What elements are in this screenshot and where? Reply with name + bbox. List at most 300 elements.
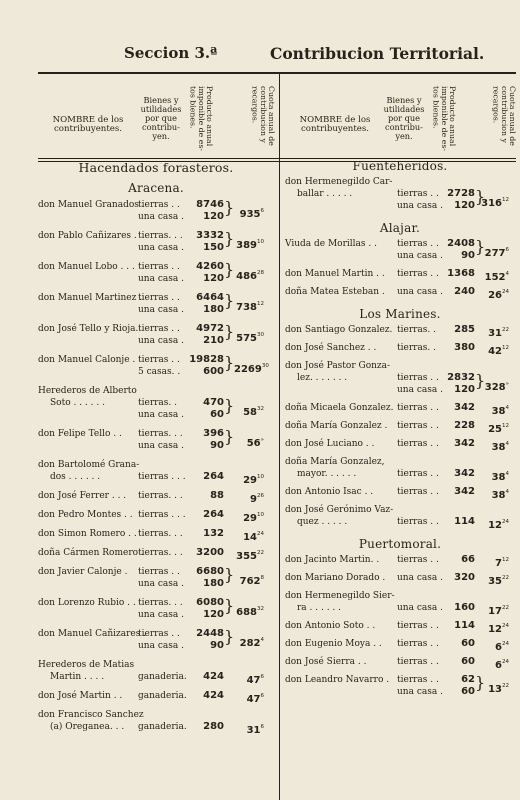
quota-fraction: 10 <box>257 512 264 518</box>
quota-fraction: 12 <box>502 423 509 429</box>
goods-type: tierras . . <box>397 657 439 667</box>
goods-type: una casa . <box>397 385 443 395</box>
contributor-name: don Pedro Montes . . <box>38 510 133 520</box>
brace: } <box>224 353 235 372</box>
goods-type: tierras. . . <box>138 231 183 241</box>
town-heading: Fuenteheridos. <box>352 159 448 173</box>
annual-quota: $12^{24}$ <box>488 519 509 531</box>
contributor-entry <box>38 292 274 323</box>
brace: } <box>224 565 235 584</box>
right-column <box>285 86 518 704</box>
annual-quota: $29^{10}$ <box>243 512 264 524</box>
goods-type: una casa . <box>397 603 443 613</box>
brace: } <box>224 596 235 615</box>
taxable-product: 66 <box>461 554 475 565</box>
contributor-entry <box>285 324 515 342</box>
quota-fraction: 24 <box>257 531 264 537</box>
goods-type: tierras . . <box>397 675 439 685</box>
quota-fraction: 10 <box>257 239 264 245</box>
contributor-name: doña Micaela Gonzalez. <box>285 403 394 413</box>
taxable-product: 120 <box>454 384 475 395</box>
brace: } <box>475 237 486 256</box>
center-divider <box>279 72 280 800</box>
goods-type: tierras . . <box>138 324 180 334</box>
taxable-product: 396 <box>203 428 224 439</box>
contributor-name-cont: ra . . . . . . <box>297 603 341 613</box>
quota-fraction: 22 <box>502 327 509 333</box>
quota-fraction: 30 <box>257 332 264 338</box>
taxable-product: 90 <box>210 440 224 451</box>
brace: } <box>475 673 486 692</box>
annual-quota: 2269$^{30}$ <box>234 363 269 375</box>
annual-quota: $762^8$ <box>239 575 264 587</box>
annual-quota: $47^6$ <box>246 693 264 705</box>
taxable-product: 470 <box>203 397 224 408</box>
taxable-product: 3332 <box>196 230 224 241</box>
contributor-name: don Mariano Dorado . <box>285 573 386 583</box>
goods-type: tierras . . <box>138 567 180 577</box>
contributor-entry <box>38 199 274 230</box>
goods-type: ganaderia. <box>138 722 187 732</box>
contributor-entry <box>38 459 274 490</box>
contributor-name: don Manuel Cañizares . <box>38 629 147 639</box>
brace: } <box>224 229 235 248</box>
goods-type: una casa . <box>397 201 443 211</box>
goods-type: ganaderia. <box>138 672 187 682</box>
contributor-entry <box>38 490 274 509</box>
contributor-name: don Antonio Soto . . <box>285 621 376 631</box>
quota-fraction: 22 <box>502 605 509 611</box>
annual-quota: $38^4$ <box>491 471 509 483</box>
quota-fraction: 4 <box>505 471 509 477</box>
annual-quota: $58^{32}$ <box>243 406 264 418</box>
annual-quota: $738^{12}$ <box>236 301 264 313</box>
contributor-name-cont: quez . . . . . <box>297 517 348 527</box>
taxable-product: 120 <box>454 200 475 211</box>
section-heading: Hacendados forasteros. <box>78 160 234 175</box>
taxable-product: 90 <box>461 250 475 261</box>
contributor-entry <box>285 674 515 704</box>
goods-type: tierras . . <box>397 269 439 279</box>
annual-quota: $282^4$ <box>239 637 264 649</box>
taxable-product: 424 <box>203 690 224 701</box>
goods-type: tierras. . . <box>138 491 183 501</box>
quota-fraction: 12 <box>502 345 509 351</box>
goods-type: tierras . . <box>397 239 439 249</box>
brace: } <box>224 322 235 341</box>
contributor-name: don Leandro Navarro . <box>285 675 390 685</box>
taxable-product: 60 <box>461 686 475 697</box>
column-quota-header: Cuota anual de contribucion y recargos. <box>250 86 277 146</box>
goods-type: una casa . <box>397 573 443 583</box>
taxable-product: 120 <box>203 273 224 284</box>
goods-type: una casa . <box>138 274 184 284</box>
quota-fraction: 22 <box>502 575 509 581</box>
annual-quota: $31^6$ <box>246 724 264 736</box>
annual-quota: $688^{32}$ <box>236 606 264 618</box>
goods-type: 5 casas. . <box>138 367 181 377</box>
contributor-name: don Francisco Sanchez <box>38 710 144 720</box>
annual-quota: $7^{12}$ <box>495 557 509 569</box>
annual-quota: $17^{22}$ <box>488 605 509 617</box>
goods-type: tierras . . <box>138 200 180 210</box>
annual-quota: $152^4$ <box>484 271 509 283</box>
taxable-product: 2728 <box>447 188 475 199</box>
contributor-name: don Bartolomé Grana- <box>38 460 140 470</box>
quota-fraction: 6 <box>260 724 264 730</box>
goods-type: tierras. . <box>397 325 436 335</box>
brace: } <box>224 427 235 446</box>
taxable-product: 60 <box>210 409 224 420</box>
taxable-product: 90 <box>210 640 224 651</box>
contributor-entry <box>38 230 274 261</box>
contributor-entry <box>285 420 515 438</box>
contributor-name: doña Cármen Romero . <box>38 548 144 558</box>
contributor-name-cont: lez. . . . . . . <box>297 373 348 383</box>
taxable-product: 88 <box>210 490 224 501</box>
contributor-name: don Lorenzo Rubio . . <box>38 598 136 608</box>
contributor-name: don José Gerónimo Vaz- <box>285 505 394 515</box>
contributor-name: don Pablo Cañizares . <box>38 231 137 241</box>
goods-type: tierras . . <box>138 262 180 272</box>
taxable-product: 114 <box>454 516 475 527</box>
taxable-product: 8746 <box>196 199 224 210</box>
contributor-name: don José Pastor Gonza- <box>285 361 391 371</box>
goods-type: una casa . <box>138 579 184 589</box>
goods-type: tierras. . . <box>138 429 183 439</box>
taxable-product: 60 <box>461 638 475 649</box>
taxable-product: 180 <box>203 304 224 315</box>
contributor-name: doña Matea Esteban . <box>285 287 385 297</box>
quota-fraction: 28 <box>257 270 264 276</box>
contributor-entry <box>285 176 515 218</box>
taxable-product: 3200 <box>196 547 224 558</box>
quota-fraction: 6 <box>505 247 509 253</box>
goods-type: tierras . . <box>397 373 439 383</box>
contributor-entry <box>285 238 515 268</box>
contributor-entry <box>285 402 515 420</box>
annual-quota: $29^{10}$ <box>243 474 264 486</box>
contributor-name: don Hermenegildo Sier- <box>285 591 395 601</box>
contributor-entry <box>285 504 515 534</box>
contributor-name: don Manuel Lobo . . . <box>38 262 135 272</box>
quota-fraction: 30 <box>261 363 269 369</box>
goods-type: una casa . <box>138 336 184 346</box>
column-name-header: NOMBRE de los contribuyentes. <box>52 115 124 134</box>
taxable-product: 240 <box>454 286 475 297</box>
column-goods-header: Bienes y utilidades por que contribu-yen. <box>383 95 425 141</box>
contributor-name: don José Sanchez . . <box>285 343 377 353</box>
annual-quota: $389^{10}$ <box>236 239 264 251</box>
annual-quota: $31^{22}$ <box>488 327 509 339</box>
brace: } <box>224 291 235 310</box>
contributor-name: don José Tello y Rioja. <box>38 324 139 334</box>
annual-quota: $38^4$ <box>491 441 509 453</box>
taxable-product: 320 <box>454 572 475 583</box>
annual-quota: $42^{12}$ <box>488 345 509 357</box>
goods-type: una casa . <box>397 251 443 261</box>
contributor-name: don José Luciano . . <box>285 439 375 449</box>
contributor-entry <box>38 385 274 428</box>
contributor-name: don Simon Romero . . <box>38 529 137 539</box>
taxable-product: 342 <box>454 402 475 413</box>
quota-fraction: 12 <box>502 197 509 203</box>
goods-type: tierras. . <box>397 343 436 353</box>
goods-type: tierras . . <box>138 355 180 365</box>
taxable-product: 210 <box>203 335 224 346</box>
annual-quota: $6^{24}$ <box>495 641 509 653</box>
goods-type: tierras . . . <box>138 472 186 482</box>
contributor-name: Herederos de Matias <box>38 660 135 670</box>
taxable-product: 285 <box>454 324 475 335</box>
taxable-product: 132 <box>203 528 224 539</box>
contributor-name-cont: Martin . . . . <box>50 672 105 682</box>
contributor-name: Herederos de Alberto <box>38 386 137 396</box>
contributor-entry <box>285 486 515 504</box>
brace: } <box>224 260 235 279</box>
goods-type: tierras . . <box>397 621 439 631</box>
contributor-name: don Javier Calonje . <box>38 567 128 577</box>
contributor-entry <box>38 428 274 459</box>
taxable-product: 4260 <box>196 261 224 272</box>
quota-fraction: 12 <box>257 301 264 307</box>
contributor-entry <box>38 509 274 528</box>
watermark <box>150 740 390 800</box>
town-heading: Alajar. <box>379 221 421 235</box>
contributor-name: don José Sierra . . <box>285 657 367 667</box>
contributor-entry <box>38 261 274 292</box>
contributor-name: don Manuel Martin . . <box>285 269 385 279</box>
quota-fraction: » <box>260 437 264 443</box>
contributor-name: Viuda de Morillas . . <box>285 239 377 249</box>
quota-fraction: 12 <box>502 557 509 563</box>
contributor-name: don Manuel Granados . <box>38 200 145 210</box>
contributor-name: don José Martin . . <box>38 691 123 701</box>
contributor-entry <box>285 342 515 360</box>
goods-type: tierras . . <box>138 293 180 303</box>
goods-type: una casa . <box>138 441 184 451</box>
annual-quota: 56» <box>246 437 264 449</box>
quota-fraction: » <box>505 381 509 387</box>
quota-fraction: 24 <box>502 519 509 525</box>
quota-fraction: 32 <box>257 606 264 612</box>
contributor-entry <box>38 690 274 709</box>
annual-quota: $575^{30}$ <box>236 332 264 344</box>
taxable-product: 120 <box>203 211 224 222</box>
contributor-name: don Santiago Gonzalez. <box>285 325 393 335</box>
annual-quota: $277^6$ <box>484 247 509 259</box>
town-heading: Puertomoral. <box>358 537 442 551</box>
annual-quota: $316^{12}$ <box>481 197 509 209</box>
annual-quota: $935^6$ <box>239 208 264 220</box>
taxable-product: 114 <box>454 620 475 631</box>
quota-fraction: 4 <box>505 271 509 277</box>
quota-fraction: 32 <box>257 406 264 412</box>
goods-type: una casa . <box>397 287 443 297</box>
goods-type: tierras . . <box>397 189 439 199</box>
goods-type: una casa . <box>138 305 184 315</box>
annual-quota: $38^4$ <box>491 489 509 501</box>
goods-type: una casa . <box>138 243 184 253</box>
annual-quota: $25^{12}$ <box>488 423 509 435</box>
contributor-entry <box>285 572 515 590</box>
annual-quota: $14^{24}$ <box>243 531 264 543</box>
contributor-name: don Antonio Isac . . <box>285 487 374 497</box>
goods-type: una casa . <box>397 687 443 697</box>
contributor-name: don Jacinto Martin. . <box>285 555 380 565</box>
goods-type: tierras . . . <box>138 510 186 520</box>
contributor-entry <box>38 709 274 740</box>
contributor-entry <box>38 628 274 659</box>
goods-type: tierras. . . <box>138 529 183 539</box>
contributor-name-cont: mayor. . . . . . <box>297 469 357 479</box>
contributor-entry <box>285 554 515 572</box>
annual-quota: $26^{24}$ <box>488 289 509 301</box>
goods-type: una casa . <box>138 410 184 420</box>
column-product-header: Producto anual imponible de es-tos bienes. <box>188 86 215 151</box>
taxable-product: 6080 <box>196 597 224 608</box>
taxable-product: 4972 <box>196 323 224 334</box>
taxable-product: 280 <box>203 721 224 732</box>
contributor-name: don Manuel Calonje . <box>38 355 136 365</box>
contributor-entry <box>285 638 515 656</box>
quota-fraction: 8 <box>260 575 264 581</box>
town-heading: Los Marines. <box>359 307 441 321</box>
quota-fraction: 6 <box>260 674 264 680</box>
taxable-product: 228 <box>454 420 475 431</box>
taxable-product: 60 <box>461 656 475 667</box>
goods-type: tierras . . <box>397 439 439 449</box>
taxable-product: 180 <box>203 578 224 589</box>
contributor-entry <box>285 286 515 304</box>
contributor-name: doña María Gonzalez, <box>285 457 385 467</box>
column-name-header: NOMBRE de los contribuyentes. <box>299 115 371 134</box>
taxable-product: 160 <box>454 602 475 613</box>
contributor-entry <box>285 620 515 638</box>
taxable-product: 2448 <box>196 628 224 639</box>
taxable-product: 342 <box>454 486 475 497</box>
quota-fraction: 4 <box>505 441 509 447</box>
brace: } <box>224 627 235 646</box>
annual-quota: $47^6$ <box>246 674 264 686</box>
contributor-entry <box>285 360 515 402</box>
contributor-entry <box>285 438 515 456</box>
annual-quota: $6^{24}$ <box>495 659 509 671</box>
goods-type: tierras . . <box>397 421 439 431</box>
taxable-product: 6680 <box>196 566 224 577</box>
contributor-entry <box>38 659 274 690</box>
quota-fraction: 6 <box>260 693 264 699</box>
annual-quota: $355^{22}$ <box>236 550 264 562</box>
quota-fraction: 4 <box>505 405 509 411</box>
column-goods-header: Bienes y utilidades por que contribu-yen. <box>140 95 182 141</box>
goods-type: tierras . . <box>397 639 439 649</box>
goods-type: tierras . . <box>397 555 439 565</box>
goods-type: tierras . . <box>397 469 439 479</box>
taxable-product: 150 <box>203 242 224 253</box>
contributor-entry <box>285 456 515 486</box>
quota-fraction: 24 <box>502 659 509 665</box>
section-title: Seccion 3.ª <box>124 44 218 62</box>
annual-quota: $35^{22}$ <box>488 575 509 587</box>
column-product-header: Producto anual imponible de es-tos bienes. <box>431 86 458 151</box>
quota-fraction: 4 <box>260 637 264 643</box>
contributor-entry <box>38 354 274 385</box>
quota-fraction: 22 <box>502 683 509 689</box>
brace: } <box>475 187 486 206</box>
contributor-entry <box>38 566 274 597</box>
contributor-entry <box>38 323 274 354</box>
goods-type: una casa . <box>138 610 184 620</box>
goods-type: tierras . . <box>138 629 180 639</box>
contributor-name-cont: dos . . . . . . <box>50 472 101 482</box>
contributor-entry <box>285 268 515 286</box>
taxable-product: 2408 <box>447 238 475 249</box>
annual-quota: $38^4$ <box>491 405 509 417</box>
goods-type: tierras . . <box>397 403 439 413</box>
taxable-product: 2832 <box>447 372 475 383</box>
annual-quota: $12^{24}$ <box>488 623 509 635</box>
contributor-entry <box>285 590 515 620</box>
taxable-product: 6464 <box>196 292 224 303</box>
taxable-product: 19828 <box>189 354 224 365</box>
left-column <box>38 86 277 740</box>
contributor-name-cont: Soto . . . . . . <box>50 398 105 408</box>
contributor-name: don Hermenegildo Car- <box>285 177 393 187</box>
goods-type: tierras. . . <box>138 548 183 558</box>
goods-type: una casa . <box>138 641 184 651</box>
brace: } <box>475 371 486 390</box>
taxable-product: 264 <box>203 471 224 482</box>
goods-type: tierras . . <box>397 517 439 527</box>
contributor-name: don Eugenio Moya . . <box>285 639 382 649</box>
quota-fraction: 24 <box>502 289 509 295</box>
contributor-entry <box>38 597 274 628</box>
annual-quota: 328» <box>484 381 509 393</box>
contributor-entry <box>38 528 274 547</box>
taxable-product: 424 <box>203 671 224 682</box>
taxable-product: 264 <box>203 509 224 520</box>
quota-fraction: 10 <box>257 474 264 480</box>
goods-type: tierras . . <box>397 487 439 497</box>
goods-type: tierras. . <box>138 398 177 408</box>
taxable-product: 342 <box>454 468 475 479</box>
brace: } <box>224 396 235 415</box>
goods-type: una casa . <box>138 212 184 222</box>
annual-quota: $486^{28}$ <box>236 270 264 282</box>
quota-fraction: 22 <box>257 550 264 556</box>
taxable-product: 120 <box>203 609 224 620</box>
taxable-product: 1368 <box>447 268 475 279</box>
taxable-product: 600 <box>203 366 224 377</box>
taxable-product: 62 <box>461 674 475 685</box>
column-quota-header: Cuota anual de contribucion y recargos. <box>491 86 518 146</box>
quota-fraction: 4 <box>505 489 509 495</box>
page-title: Contribucion Territorial. <box>270 44 485 63</box>
quota-fraction: 24 <box>502 641 509 647</box>
quota-fraction: 6 <box>260 208 264 214</box>
quota-fraction: 26 <box>257 493 264 499</box>
column-headers <box>285 86 518 156</box>
taxable-product: 342 <box>454 438 475 449</box>
contributor-name: don Manuel Martinez . <box>38 293 143 303</box>
annual-quota: $9^{26}$ <box>250 493 264 505</box>
contributor-name: doña María Gonzalez . <box>285 421 388 431</box>
goods-type: tierras. . . <box>138 598 183 608</box>
quota-fraction: 24 <box>502 623 509 629</box>
brace: } <box>224 198 235 217</box>
contributor-name-cont: (a) Oreganea. . . <box>50 722 125 732</box>
